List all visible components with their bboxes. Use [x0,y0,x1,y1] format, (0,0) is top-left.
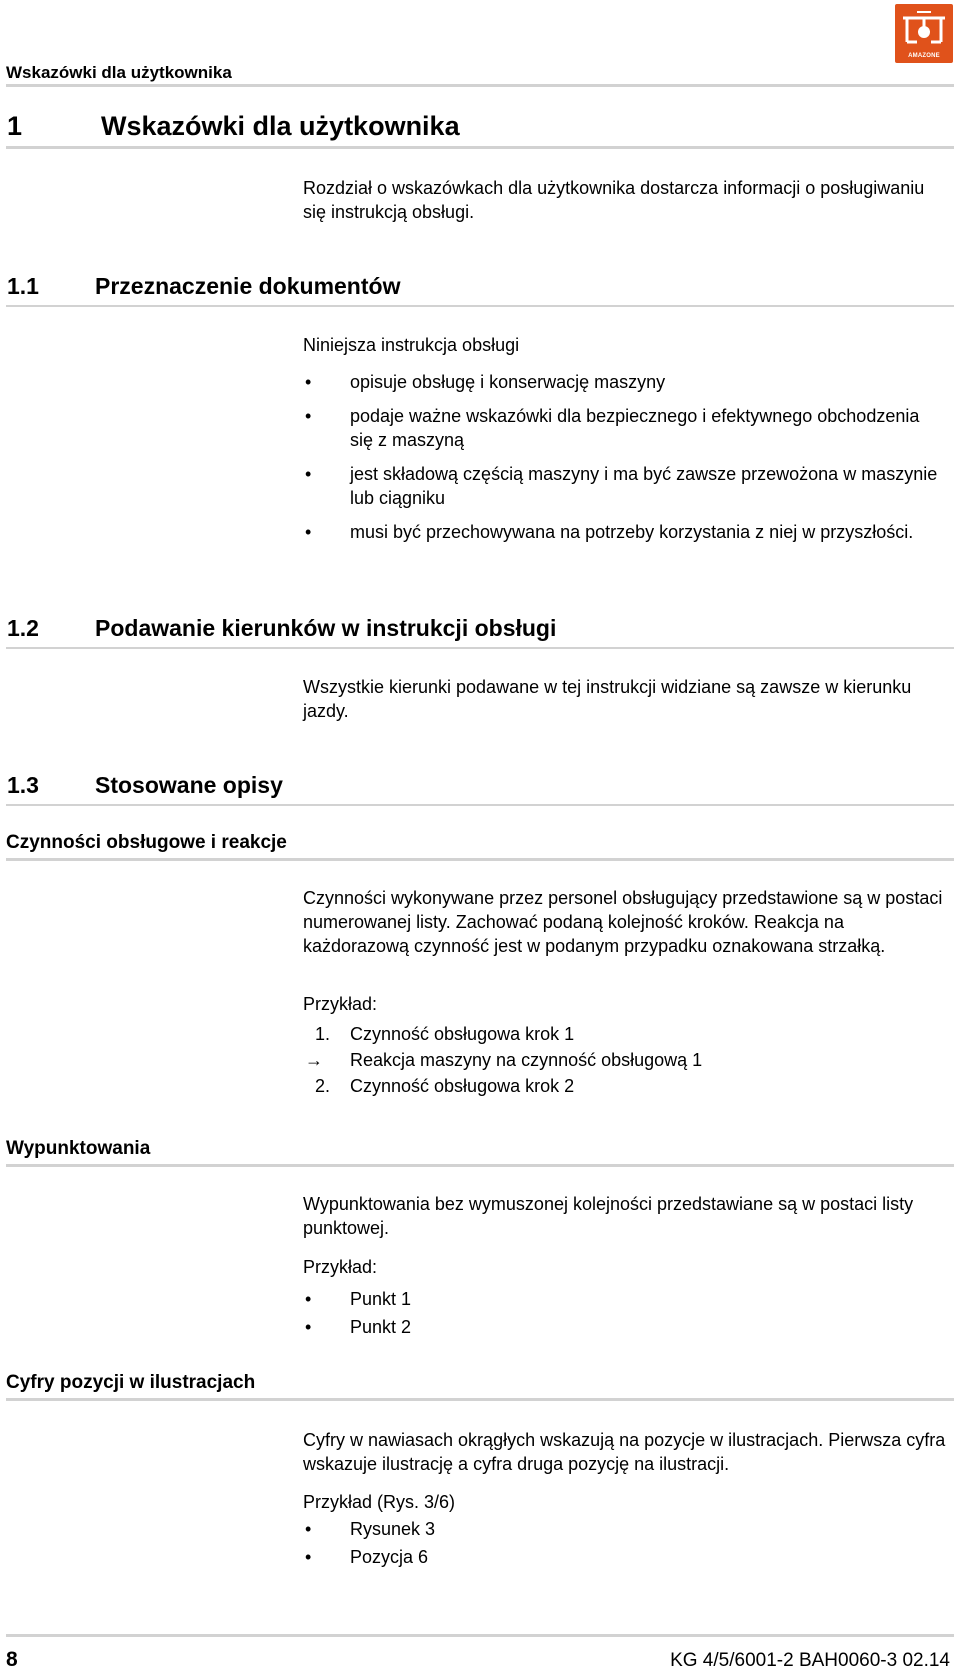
figures-example-list [303,1517,943,1569]
list-item: • Rysunek 3 [305,1519,436,1539]
page-number: 8 [6,1648,18,1671]
section-1-2-text: Wszystkie kierunki podawane w tej instrukcji widziane są zawsze w kierunku jazdy. [303,677,912,721]
bullet-icon: • [305,464,312,484]
list-item: • Punkt 1 [305,1289,412,1309]
running-title: Wskazówki dla użytkownika [6,63,232,82]
list-item: 1. Czynność obsługowa krok 1 [315,1024,575,1044]
section-1-2-rule [6,647,954,649]
section-1-rule [6,146,954,149]
logo-text: AMAZONE [908,53,940,59]
section-1-title: Wskazówki dla użytkownika [101,111,460,141]
actions-heading: Czynności obsługowe i reakcje [6,832,287,853]
actions-step-list [303,1022,943,1098]
section-1-2-number: 1.2 [7,615,39,641]
bullets-text: Wypunktowania bez wymuszonej kolejności przedstawiane są w postaci listy punktowej. [303,1194,914,1238]
bullet-icon: • [305,406,312,426]
actions-text: Czynności wykonywane przez personel obsługujący przedstawione są w postaci numerowanej listy. Zachować podaną kolejność kroków. Reakcja na każdorazową czynność jest w podanym przypadku oznakowana strzałką. [303,888,943,956]
bullet-icon: • [305,372,312,392]
bullets-example-label: Przykład: [303,1257,378,1277]
list-item: • podaje ważne wskazówki dla bezpiecznego i efektywnego obchodzenia się z maszyną [305,406,920,450]
bullets-rule [6,1164,954,1167]
bullet-icon: • [305,1519,312,1539]
bullets-heading: Wypunktowania [6,1138,151,1159]
amazone-logo-icon [895,4,953,63]
footer-rule [6,1634,954,1637]
document-code: KG 4/5/6001-2 BAH0060-3 02.14 [670,1650,950,1671]
section-1-3-number: 1.3 [7,772,39,798]
figures-example-label: Przykład (Rys. 3/6) [303,1492,456,1512]
bullet-icon: • [305,1547,312,1567]
section-1-1-title: Przeznaczenie dokumentów [95,273,401,299]
section-1-3-rule [6,804,954,806]
list-item: • opisuje obsługę i konserwację maszyny [305,372,666,392]
list-item: • Punkt 2 [305,1317,412,1337]
figures-text: Cyfry w nawiasach okrągłych wskazują na pozycje w ilustracjach. Pierwsza cyfra wskazuje ilustrację a cyfra druga pozycję na ilustracji. [303,1430,946,1474]
list-item: • jest składową częścią maszyny i ma być zawsze przewożona w maszynie lub ciągniku [305,464,938,508]
actions-example-label: Przykład: [303,994,378,1014]
bullet-icon: • [305,1289,312,1309]
bullets-example-list [303,1287,943,1339]
figures-rule [6,1398,954,1401]
section-1-intro: Rozdział o wskazówkach dla użytkownika dostarcza informacji o posługiwaniu się instrukcją obsługi. [303,178,925,222]
section-1-3-title: Stosowane opisy [95,772,283,798]
header-rule [6,84,954,87]
bullet-icon: • [305,1317,312,1337]
bullet-icon: • [305,522,312,542]
section-1-2-title: Podawanie kierunków w instrukcji obsługi [95,615,557,641]
list-item: • Pozycja 6 [305,1547,429,1567]
section-1-number: 1 [7,111,23,141]
section-1-1-lead: Niniejsza instrukcja obsługi [303,335,520,355]
section-1-1-rule [6,305,954,307]
section-1-1-bullet-list [303,370,943,544]
list-item: → Reakcja maszyny na czynność obsługową 1 [305,1050,703,1070]
actions-rule [6,858,954,861]
arrow-right-icon: → [305,1050,323,1070]
figures-heading: Cyfry pozycji w ilustracjach [6,1372,256,1393]
list-item: • musi być przechowywana na potrzeby korzystania z niej w przyszłości. [305,522,914,542]
list-item: 2. Czynność obsługowa krok 2 [315,1076,575,1096]
section-1-1-number: 1.1 [7,273,39,299]
